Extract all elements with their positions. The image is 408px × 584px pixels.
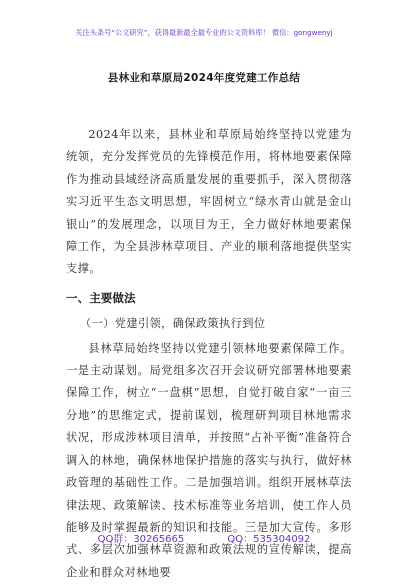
document-title: 县林业和草原局2024年度党建工作总结 bbox=[107, 72, 301, 84]
intro-paragraph: 2024年以来，县林业和草原局始终坚持以党建为统领，充分发挥党员的先锋模范作用，将林地要素保障作为推动县域经济高质量发展的重要抓手，深入贯彻落实习近平生态文明思想，牢固树立“绿水青山就是金山银山”的发展理念，以项目为王，全力做好林地要素保障工作，为全县涉林草项目、产业的顺利落地提供坚实支撑。 bbox=[66, 128, 352, 276]
header-note: 关注头条号“公文研究”，获得最新最全最专业的公文资料库！ 微信：gongwenyj bbox=[75, 28, 333, 37]
section-heading: 一、主要做法 bbox=[66, 290, 136, 305]
footer-qq-group: QQ群：30265665 bbox=[97, 534, 185, 545]
footer-qq: QQ：535304092 bbox=[227, 534, 311, 545]
subsection-paragraph: 县林草局始终坚持以党建引领林地要素保障工作。一是主动谋划。局党组多次召开会议研究部署林地要素保障工作，树立“一盘棋”思想，自觉打破自家“一亩三分地”的思维定式，提前谋划，梳理研判项目林地需求状况，形成涉林项目清单，并按照“占补平衡”准备符合调入的林地，确保林地保护措施的落实与执行，做好林政管理的基础性工作。二是加强培训。组织开展林草法律法规、政策解读、技术标准等业务培训，使工作人员能够及时掌握最新的知识和技能。三是加大宣传。多形式、多层次加强林草资源和政策法规的宣传解读，提高企业和群众对林地要 bbox=[66, 341, 352, 579]
footer-contact bbox=[0, 530, 408, 545]
subsection-heading: （一）党建引领，确保政策执行到位 bbox=[80, 317, 266, 331]
document-body bbox=[66, 124, 352, 584]
